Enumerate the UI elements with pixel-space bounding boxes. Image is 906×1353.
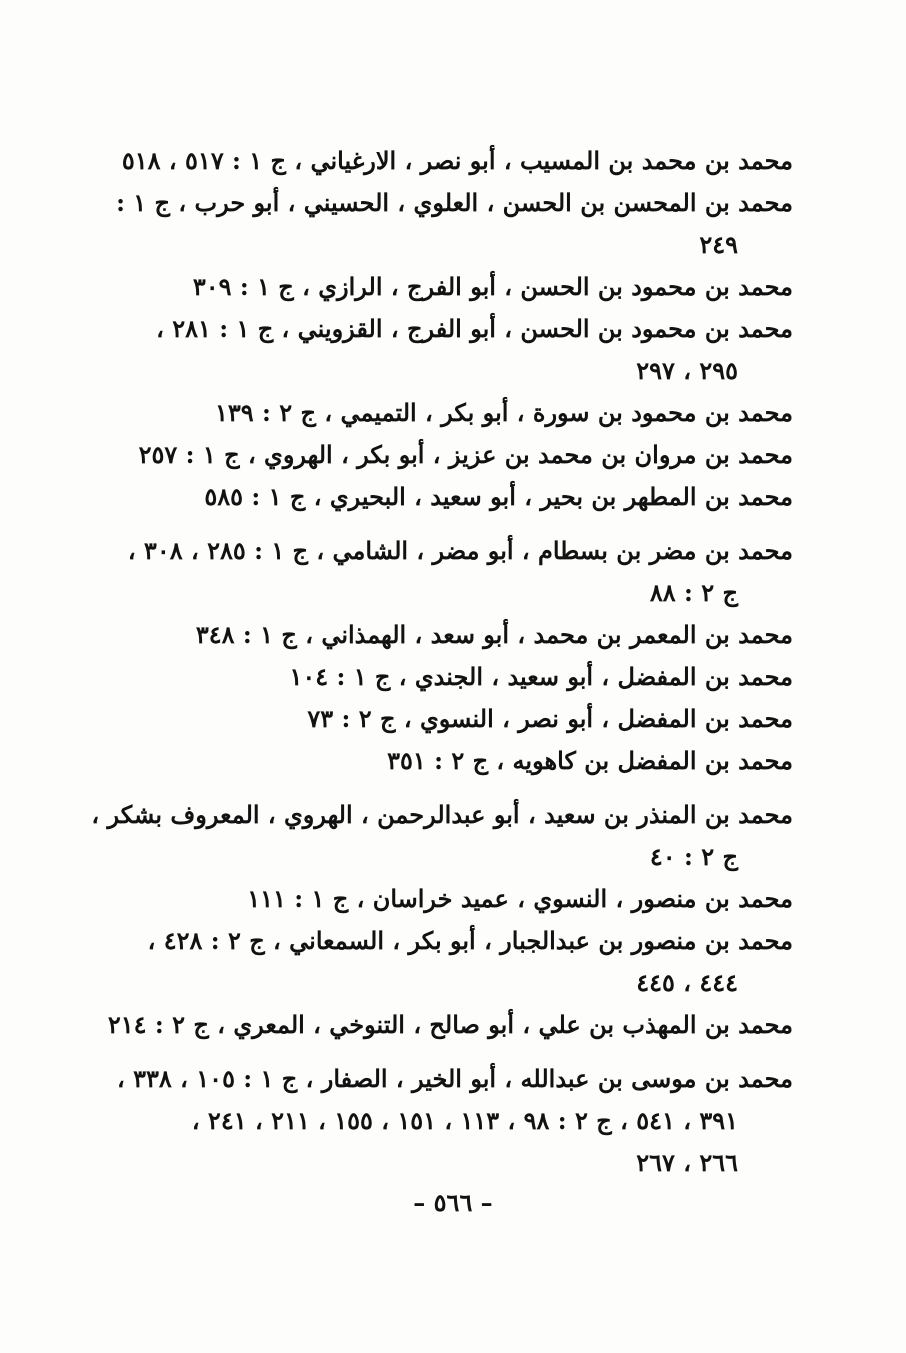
- entry-line: محمد بن المفضل ، أبو نصر ، النسوي ، ج ٢ : ٧٣: [307, 704, 793, 733]
- entry-continuation-line: ٤٤٤ ، ٤٤٥: [636, 968, 738, 997]
- index-entry: [91, 794, 793, 878]
- index-entry: [113, 140, 793, 182]
- entry-line: محمد بن مضر بن بسطام ، أبو مضر ، الشامي ، ج ١ : ٢٨٥ ، ٣٠٨ ،: [127, 536, 793, 565]
- entry-line: محمد بن محمود بن سورة ، أبو بكر ، التميمي ، ج ٢ : ١٣٩: [215, 398, 793, 427]
- entry-continuation-line: ج ٢ : ٨٨: [649, 578, 738, 607]
- index-entry: [113, 740, 793, 782]
- entry-line: محمد بن المطهر بن بحير ، أبو سعيد ، البحيري ، ج ١ : ٥٨٥: [204, 482, 793, 511]
- entry-line: محمد بن منصور بن عبدالجبار ، أبو بكر ، السمعاني ، ج ٢ : ٤٢٨ ،: [147, 926, 793, 955]
- index-entry: [113, 614, 793, 656]
- index-entry: [113, 392, 793, 434]
- entry-line: محمد بن المفضل بن كاهويه ، ج ٢ : ٣٥١: [387, 746, 793, 775]
- entry-line: محمد بن موسى بن عبدالله ، أبو الخير ، الصفار ، ج ١ : ١٠٥ ، ٣٣٨ ،: [117, 1064, 793, 1093]
- page-number: – ٥٦٦ –: [413, 1188, 493, 1217]
- index-entry: [113, 182, 793, 266]
- index-entry: [113, 434, 793, 476]
- entry-line: محمد بن المهذب بن علي ، أبو صالح ، التنوخي ، المعري ، ج ٢ : ٢١٤: [107, 1010, 793, 1039]
- entry-continuation-line: ٢٩٥ ، ٢٩٧: [636, 356, 738, 385]
- entry-line: محمد بن محمود بن الحسن ، أبو الفرج ، القزويني ، ج ١ : ٢٨١ ،: [156, 314, 793, 343]
- entry-line: محمد بن محمود بن الحسن ، أبو الفرج ، الرازي ، ج ١ : ٣٠٩: [192, 272, 793, 301]
- entry-continuation-line: ج ٢ : ٤٠: [649, 842, 738, 871]
- index-entry: [113, 920, 793, 1004]
- entry-continuation-line: ٢٦٦ ، ٢٦٧: [636, 1148, 738, 1177]
- entry-continuation-line: ٢٤٩: [699, 230, 738, 259]
- entry-line: محمد بن المحسن بن الحسن ، العلوي ، الحسيني ، أبو حرب ، ج ١ :: [116, 188, 793, 217]
- index-entry: [113, 308, 793, 392]
- entry-line: محمد بن محمد بن المسيب ، أبو نصر ، الارغياني ، ج ١ : ٥١٧ ، ٥١٨: [121, 146, 793, 175]
- index-entry: [113, 1058, 793, 1184]
- entry-line: محمد بن المعمر بن محمد ، أبو سعد ، الهمذاني ، ج ١ : ٣٤٨: [195, 620, 793, 649]
- index-entry: [113, 878, 793, 920]
- index-entries-list: [91, 140, 793, 1184]
- index-entry: [113, 266, 793, 308]
- entry-continuation-line: ٣٩١ ، ٥٤١ ، ج ٢ : ٩٨ ، ١١٣ ، ١٥١ ، ١٥٥ ، ٢١١ ، ٢٤١ ،: [191, 1106, 738, 1135]
- index-entry: [113, 656, 793, 698]
- index-entry: [107, 1004, 793, 1046]
- index-entry: [113, 698, 793, 740]
- entry-line: محمد بن المفضل ، أبو سعيد ، الجندي ، ج ١ : ١٠٤: [289, 662, 793, 691]
- entry-line: محمد بن منصور ، النسوي ، عميد خراسان ، ج ١ : ١١١: [247, 884, 793, 913]
- index-entry: [113, 530, 793, 614]
- entry-line: محمد بن مروان بن محمد بن عزيز ، أبو بكر ، الهروي ، ج ١ : ٢٥٧: [138, 440, 793, 469]
- index-entry: [113, 476, 793, 518]
- entry-line: محمد بن المنذر بن سعيد ، أبو عبدالرحمن ، الهروي ، المعروف بشكر ،: [91, 800, 793, 829]
